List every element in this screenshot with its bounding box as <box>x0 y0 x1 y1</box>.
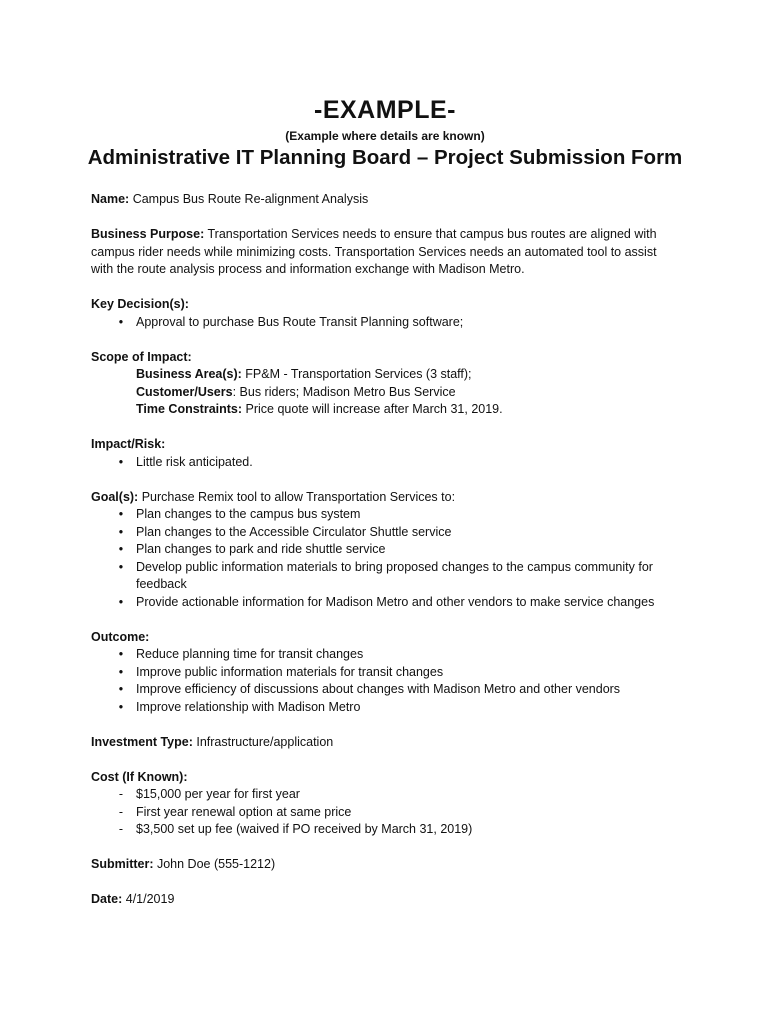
example-heading: -EXAMPLE- <box>314 96 456 124</box>
impact-risk-label: Impact/Risk: <box>91 437 166 451</box>
impact-risk-list <box>91 454 681 472</box>
business-area-field <box>91 366 681 384</box>
list-item: • Improve relationship with Madison Metro <box>91 699 681 717</box>
date-field <box>91 891 681 909</box>
bullet-icon: • <box>118 699 124 714</box>
list-item: • Develop public information materials to bring proposed changes to the campus community for feedback <box>91 559 681 594</box>
goals-label: Goal(s): <box>91 489 139 504</box>
bullet-icon: • <box>118 454 124 469</box>
business-purpose-field <box>91 226 681 279</box>
list-item: - $15,000 per year for first year <box>91 786 681 804</box>
list-item: • Improve public information materials for transit changes <box>91 664 681 682</box>
bullet-icon: • <box>118 594 124 609</box>
date-value: 4/1/2019 <box>122 892 175 906</box>
key-decisions-list <box>91 314 681 332</box>
bullet-icon: • <box>118 314 124 329</box>
name-label: Name: <box>91 192 130 206</box>
cost-label: Cost (If Known): <box>91 769 188 784</box>
key-decisions-label: Key Decision(s): <box>91 297 189 311</box>
form-content <box>91 191 681 909</box>
date-label: Date: <box>91 892 123 906</box>
list-item: • Plan changes to the Accessible Circulator Shuttle service <box>91 524 681 542</box>
name-value: Campus Bus Route Re-alignment Analysis <box>129 192 369 206</box>
list-item: • Plan changes to park and ride shuttle service <box>91 541 681 559</box>
business-area-label: Business Area(s): <box>136 367 242 381</box>
form-title: Administrative IT Planning Board – Project Submission Form <box>87 146 683 169</box>
dash-icon: - <box>118 787 124 801</box>
scope-label: Scope of Impact: <box>91 349 192 364</box>
example-note: (Example where details are known) <box>285 129 485 143</box>
name-field <box>91 191 681 209</box>
time-constraints-field <box>91 401 681 419</box>
cost-list <box>91 786 681 839</box>
investment-type-label: Investment Type: <box>91 734 193 749</box>
outcome-list <box>91 646 681 716</box>
dash-icon: - <box>118 822 124 836</box>
list-item: - $3,500 set up fee (waived if PO received by March 31, 2019) <box>91 821 681 839</box>
list-item: • Approval to purchase Bus Route Transit Planning software; <box>91 314 681 332</box>
bullet-icon: • <box>118 664 124 679</box>
list-item: • Provide actionable information for Madison Metro and other vendors to make service changes <box>91 594 681 612</box>
list-item: • Little risk anticipated. <box>91 454 681 472</box>
business-purpose-label: Business Purpose: <box>91 227 205 241</box>
business-purpose-value: Transportation Services needs to ensure that campus bus routes are aligned with campus rider needs while minimizing costs. Transportation Services needs an automated tool to assist with the route analysis process and information exchange with Madison Metro. <box>91 227 657 276</box>
submitter-label: Submitter: <box>91 857 154 871</box>
goals-list <box>91 506 681 611</box>
list-item: - First year renewal option at same price <box>91 804 681 822</box>
outcome-label: Outcome: <box>91 629 150 644</box>
bullet-icon: • <box>118 647 124 661</box>
investment-type-value: Infrastructure/application <box>192 734 334 749</box>
bullet-icon: • <box>118 682 124 696</box>
submitter-field <box>91 856 681 874</box>
investment-type-field <box>91 734 681 752</box>
dash-icon: - <box>118 804 124 819</box>
goals-value: Purchase Remix tool to allow Transportation Services to: <box>138 489 456 504</box>
submitter-value: John Doe (555-1212) <box>153 857 276 871</box>
time-constraints-value: Price quote will increase after March 31, 2019. <box>242 402 503 416</box>
customers-value: : Bus riders; Madison Metro Bus Service <box>232 384 456 399</box>
goals-field <box>91 489 681 507</box>
time-constraints-label: Time Constraints: <box>136 402 243 416</box>
bullet-icon: • <box>118 507 124 521</box>
list-item: • Reduce planning time for transit changes <box>91 646 681 664</box>
list-item: • Improve efficiency of discussions about changes with Madison Metro and other vendors <box>91 681 681 699</box>
customers-field <box>91 384 681 402</box>
list-item: • Plan changes to the campus bus system <box>91 506 681 524</box>
bullet-icon: • <box>118 524 124 539</box>
business-area-value: FP&M - Transportation Services (3 staff); <box>241 367 472 381</box>
bullet-icon: • <box>118 559 124 574</box>
bullet-icon: • <box>118 542 124 556</box>
customers-label: Customer/Users <box>136 384 233 399</box>
